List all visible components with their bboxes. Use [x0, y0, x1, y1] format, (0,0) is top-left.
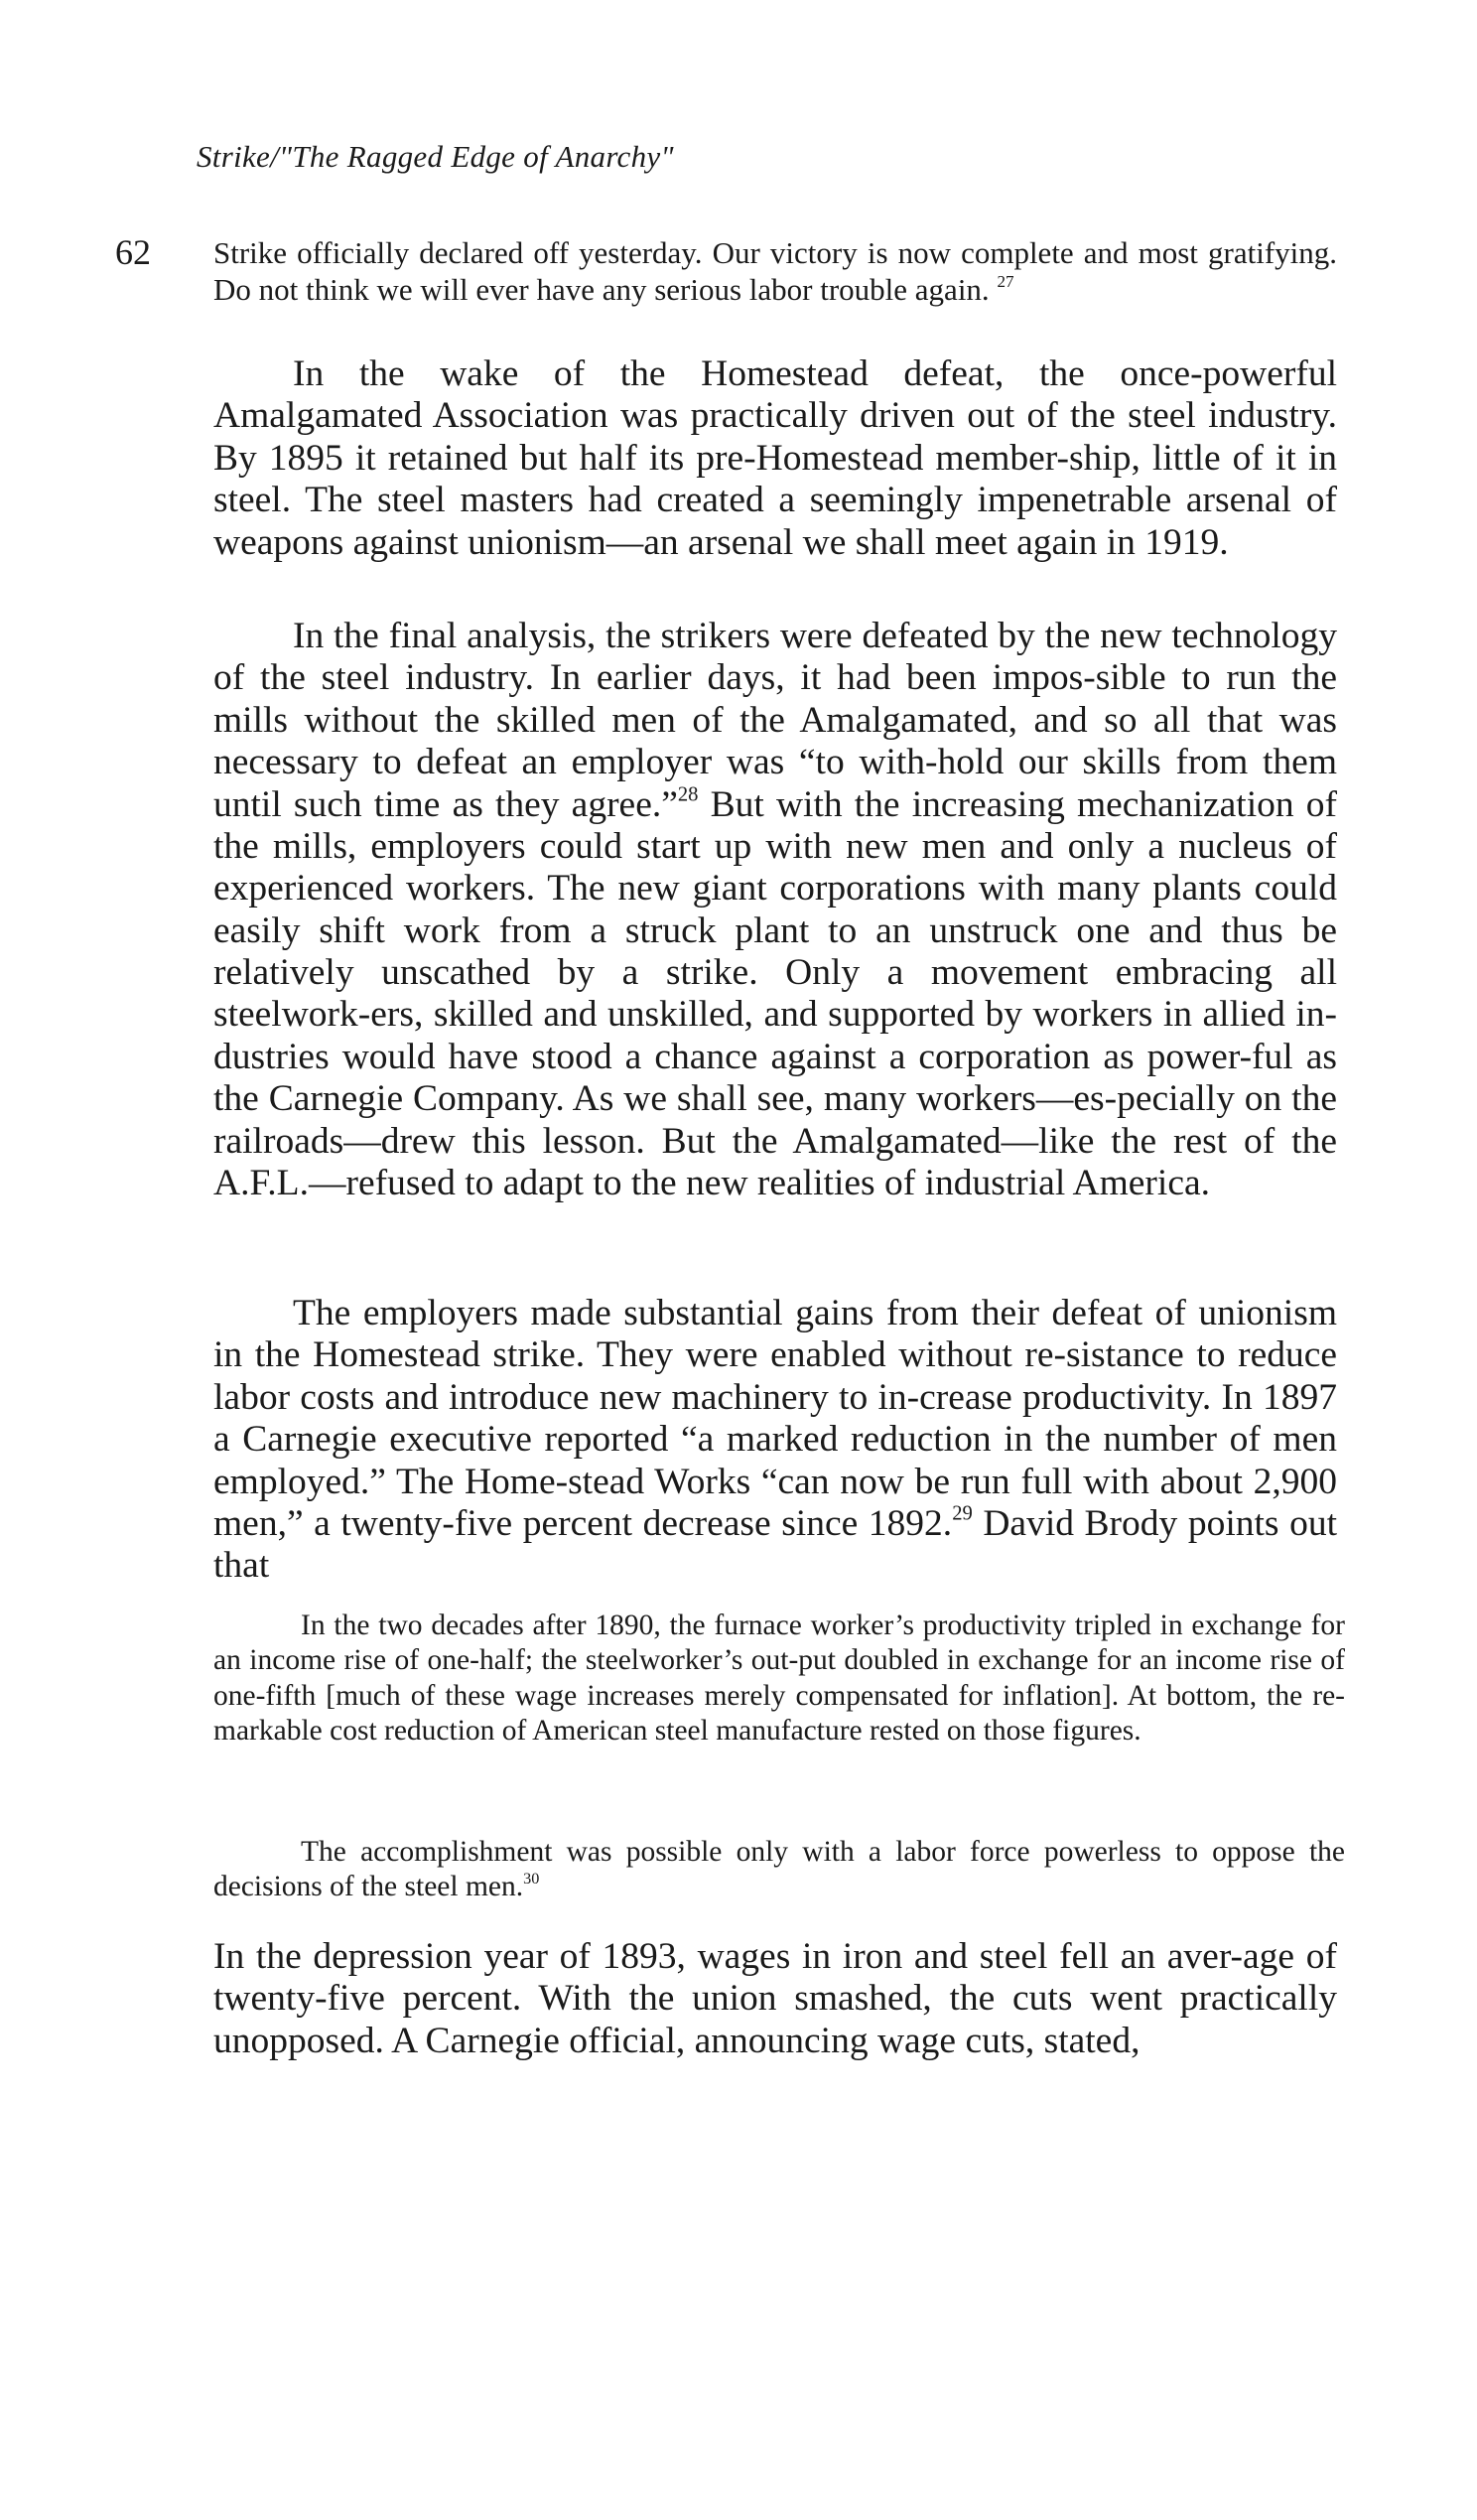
- footnote-ref-28: 28: [677, 783, 699, 806]
- paragraph-depression-1893: In the depression year of 1893, wages in iron and steel fell an aver-age of twenty-five percent. With the union smashed, the cuts went practically unopposed. A Carnegie official, announcing wage cuts, stated,: [213, 1936, 1337, 2061]
- page-number: 62: [115, 232, 151, 272]
- paragraph-technology-text-a: In the final analysis, the strikers were defeated by the new technology of the steel industry. In earlier days, it had been impos-sible to run the mills without the skilled men of the Amalgamated, and so all that was necessary to defeat an employer was “to with-hold our skills from them until such time as they agree.”: [213, 616, 1337, 825]
- footnote-ref-29: 29: [952, 1502, 973, 1525]
- brody-quote-paragraph-2-text: The accomplishment was possible only with a labor force powerless to oppose the decisions of the steel men.: [213, 1836, 1345, 1903]
- paragraph-employer-gains: [213, 1293, 1337, 1588]
- brody-quote-paragraph-1: In the two decades after 1890, the furnace worker’s productivity tripled in exchange for an income rise of one-half; the steelworker’s out-put doubled in exchange for an income rise of one-fifth [much of these wage increases merely compensated for inflation]. At bottom, the re-markable cost reduction of American steel manufacture rested on those figures.: [213, 1610, 1345, 1748]
- telegram-quote-text: Strike officially declared off yesterday. Our victory is now complete and most gratifying. Do not think we will ever have any serious labor trouble again.: [213, 235, 1337, 308]
- paragraph-employer-gains-text-b: David Brody points out that: [213, 1502, 1337, 1587]
- running-head: Strike/"The Ragged Edge of Anarchy": [197, 139, 674, 174]
- brody-quote-paragraph-2: [213, 1835, 1345, 1905]
- footnote-ref-30: 30: [523, 1870, 540, 1889]
- paragraph-amalgamated-defeat: In the wake of the Homestead defeat, the once-powerful Amalgamated Association was practically driven out of the steel industry. By 1895 it retained but half its pre-Homestead member-ship, little of it in steel. The steel masters had created a seemingly impenetrable arsenal of weapons against unionism—an arsenal we shall meet again in 1919.: [213, 353, 1337, 563]
- paragraph-employer-gains-text-a: The employers made substantial gains from their defeat of unionism in the Homestead strike. They were enabled without re-sistance to reduce labor costs and introduce new machinery to in-crease productivity. In 1897 a Carnegie executive reported “a marked reduction in the number of men employed.” The Home-stead Works “can now be run full with about 2,900 men,” a twenty-five percent decrease since 1892.: [213, 1293, 1337, 1544]
- paragraph-technology-text-b: But with the increasing mechanization of the mills, employers could start up with new men and only a nucleus of experienced workers. The new giant corporations with many plants could easily shift work from a struck plant to an unstruck one and thus be relatively unscathed by a strike. Only a movement embracing all steelwork-ers, skilled and unskilled, and supported by workers in allied in-dustries would have stood a chance against a corporation as power-ful as the Carnegie Company. As we shall see, many workers—es-pecially on the railroads—drew this lesson. But the Amalgamated—like the rest of the A.F.L.—refused to adapt to the new realities of industrial America.: [213, 783, 1338, 1203]
- paragraph-technology: [213, 616, 1337, 1204]
- telegram-quote: [213, 234, 1337, 308]
- footnote-ref-27: 27: [997, 272, 1014, 292]
